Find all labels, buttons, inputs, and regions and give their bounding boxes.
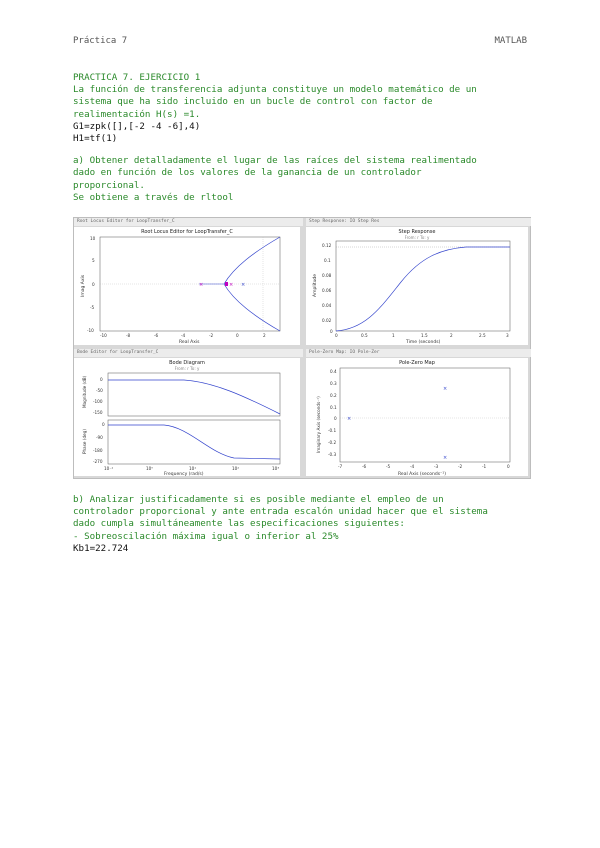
step-xtick: 2 bbox=[450, 333, 453, 338]
root-locus-panel[interactable] bbox=[74, 227, 300, 345]
step-xtick: 0 bbox=[335, 333, 338, 338]
svg-text:×: × bbox=[199, 282, 204, 288]
pz-xtick: -5 bbox=[386, 464, 391, 469]
svg-text:×: × bbox=[229, 282, 234, 288]
rl-ytick: -10 bbox=[87, 328, 94, 333]
step-ytick: 0.02 bbox=[322, 318, 332, 323]
step-response-panel[interactable] bbox=[306, 227, 528, 345]
bode-plot bbox=[74, 358, 300, 476]
bode-phase-tick: -180 bbox=[93, 448, 103, 453]
svg-text:×: × bbox=[241, 282, 246, 288]
svg-text:×: × bbox=[443, 455, 448, 461]
bode-mag-tick: -150 bbox=[93, 410, 103, 415]
step-ytick: 0.06 bbox=[322, 288, 332, 293]
pz-title: Pole-Zero Map bbox=[399, 360, 435, 366]
step-xtick: 0.5 bbox=[361, 333, 368, 338]
statement-line: sistema que ha sido incluido en un bucle de control con factor de bbox=[73, 96, 433, 108]
bode-title: Bode Diagram bbox=[169, 360, 205, 366]
rl-xtick: -10 bbox=[100, 333, 107, 338]
part-b-bullet: - Sobreoscilación máxima igual o inferior al 25% bbox=[73, 530, 339, 542]
rl-ytick: 5 bbox=[92, 258, 95, 263]
svg-text:×: × bbox=[347, 416, 352, 422]
rl-xtick: -8 bbox=[126, 333, 131, 338]
step-title: Step Response bbox=[398, 229, 436, 235]
tab-pole-zero[interactable]: Pole-Zero Map: IO Pole-Zer bbox=[306, 349, 531, 357]
part-a-line: a) Obtener detalladamente el lugar de las raíces del sistema realimentado bbox=[73, 155, 477, 167]
part-b-line: dado cumpla simultáneamente las especificaciones siguientes: bbox=[73, 518, 405, 530]
bode-xtick: 10¹ bbox=[189, 466, 197, 471]
bode-mag-tick: -100 bbox=[93, 399, 103, 404]
rl-xtick: 2 bbox=[263, 333, 266, 338]
header-left: Práctica 7 bbox=[73, 36, 128, 46]
bode-phase-tick: -270 bbox=[93, 459, 103, 464]
bode-mag-tick: 0 bbox=[100, 377, 103, 382]
pz-xtick: -1 bbox=[482, 464, 487, 469]
rl-xtick: -6 bbox=[154, 333, 159, 338]
step-xlabel: Time (seconds) bbox=[406, 340, 441, 345]
pz-ytick: 0.1 bbox=[330, 405, 337, 410]
root-locus-ylabel: Imag Axis bbox=[81, 274, 86, 297]
tab-root-locus[interactable]: Root Locus Editor for LoopTransfer_C bbox=[74, 218, 303, 226]
part-a-line: proporcional. bbox=[73, 179, 145, 191]
bode-panel[interactable] bbox=[74, 358, 300, 476]
exercise-title: PRACTICA 7. EJERCICIO 1 bbox=[73, 72, 201, 83]
pz-xtick: -7 bbox=[338, 464, 343, 469]
pole-zero-plot bbox=[306, 358, 528, 476]
pz-xtick: -6 bbox=[362, 464, 367, 469]
pz-xlabel: Real Axis (seconds⁻¹) bbox=[398, 472, 446, 476]
part-b-line: controlador proporcional y ante entrada escalón unidad hacer que el sistema bbox=[73, 506, 488, 518]
section-b bbox=[73, 494, 533, 555]
pz-ytick: 0.3 bbox=[330, 381, 337, 386]
step-response-plot bbox=[306, 227, 528, 345]
bode-mag-tick: -50 bbox=[96, 388, 103, 393]
rl-xtick: -2 bbox=[209, 333, 214, 338]
pz-ytick: -0.2 bbox=[328, 440, 337, 445]
part-b-line: b) Analizar justificadamente si es posible mediante el empleo de un bbox=[73, 494, 444, 505]
step-ytick: 0 bbox=[330, 329, 333, 334]
bode-phase-tick: -90 bbox=[96, 435, 103, 440]
root-locus-xlabel: Real Axis bbox=[179, 340, 200, 345]
step-xtick: 3 bbox=[506, 333, 509, 338]
step-ytick: 0.12 bbox=[322, 243, 332, 248]
pz-xtick: -3 bbox=[434, 464, 439, 469]
root-locus-plot bbox=[74, 227, 300, 345]
step-ylabel: Amplitude bbox=[313, 273, 318, 297]
rl-xtick: -4 bbox=[181, 333, 186, 338]
part-a-line: dado en función de los valores de la ganancia de un controlador bbox=[73, 167, 422, 179]
step-ytick: 0.1 bbox=[324, 258, 331, 263]
tab-step-response[interactable]: Step Response: IO Step Res bbox=[306, 218, 531, 226]
pz-ylabel: Imaginary Axis (seconds⁻¹) bbox=[316, 396, 321, 453]
step-ytick: 0.04 bbox=[322, 303, 332, 308]
bode-subtitle: From: r To: y bbox=[174, 366, 200, 371]
bode-xtick: 10² bbox=[232, 466, 240, 471]
code-line: H1=tf(1) bbox=[73, 133, 118, 145]
bode-xtick: 10³ bbox=[272, 466, 280, 471]
part-b-result: Kb1=22.724 bbox=[73, 542, 129, 554]
bode-xtick: 10⁻¹ bbox=[104, 466, 114, 471]
bode-mag-label: Magnitude (dB) bbox=[82, 375, 87, 408]
bode-xtick: 10⁰ bbox=[146, 466, 154, 471]
rl-ytick: -5 bbox=[90, 305, 95, 310]
bode-phase-label: Phase (deg) bbox=[82, 429, 87, 454]
pz-ytick: 0.2 bbox=[330, 393, 337, 398]
section-1 bbox=[73, 72, 533, 204]
part-a-note: Se obtiene a través de rltool bbox=[73, 191, 234, 203]
step-ytick: 0.08 bbox=[322, 273, 332, 278]
statement-line: realimentación H(s) =1. bbox=[73, 108, 201, 120]
rltool-figure bbox=[73, 217, 531, 479]
pz-ytick: 0 bbox=[334, 416, 337, 421]
step-xtick: 2.5 bbox=[479, 333, 486, 338]
statement-line: La función de transferencia adjunta constituye un modelo matemático de un bbox=[73, 84, 477, 96]
pz-ytick: -0.1 bbox=[328, 428, 337, 433]
header-right: MATLAB bbox=[494, 36, 527, 46]
step-subtitle: From: r To: y bbox=[404, 235, 430, 240]
pz-ytick: 0.4 bbox=[330, 369, 337, 374]
step-xtick: 1.5 bbox=[421, 333, 428, 338]
tab-bode-editor[interactable]: Bode Editor for LoopTransfer_C bbox=[74, 349, 303, 357]
bode-phase-tick: 0 bbox=[102, 422, 105, 427]
pole-zero-panel[interactable] bbox=[306, 358, 528, 476]
svg-text:×: × bbox=[443, 386, 448, 392]
code-line: G1=zpk([],[-2 -4 -6],4) bbox=[73, 120, 201, 132]
pz-xtick: 0 bbox=[507, 464, 510, 469]
step-xtick: 1 bbox=[392, 333, 395, 338]
rl-xtick: 0 bbox=[236, 333, 239, 338]
root-locus-title: Root Locus Editor for LoopTransfer_C bbox=[141, 229, 233, 235]
rl-ytick: 10 bbox=[90, 236, 96, 241]
pz-xtick: -4 bbox=[410, 464, 415, 469]
bode-xlabel: Frequency (rad/s) bbox=[164, 472, 204, 476]
rl-ytick: 0 bbox=[92, 282, 95, 287]
pz-xtick: -2 bbox=[458, 464, 463, 469]
pz-ytick: -0.3 bbox=[328, 452, 337, 457]
